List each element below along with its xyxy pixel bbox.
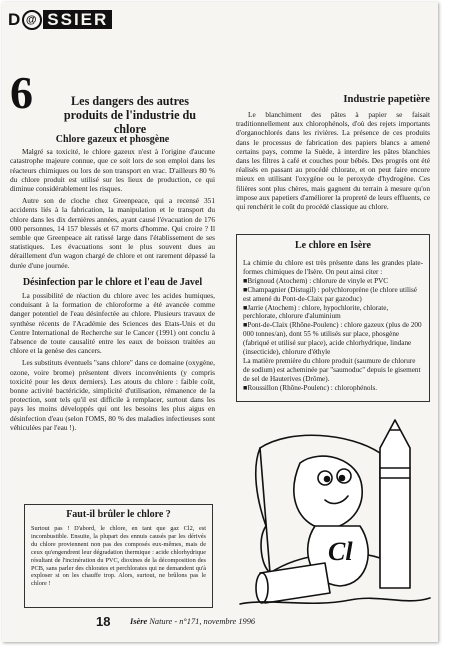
bullet-square-icon: ■ xyxy=(243,383,248,392)
paragraph: La possibilité de réaction du chlore avec les acides humiques, conduisant à la formation de chloroforme a été avancée comme danger potentiel de l'eau désinfectée au chlore. Plusieurs travaux de synthèse récents de l'Académie des Sciences des Etats-Unis et du Centre International de Recherche sur le Cancer (1991) ont conclu à l'absence de toute causalité entre les eaux de boisson traitées au chlore et la genèse des cancers. xyxy=(10,291,215,356)
magazine-page xyxy=(2,2,438,642)
box-isere-intro: La chimie du chlore est très présente dans les grandes plate-formes chimiques de l'Isère. On peut ainsi citer : xyxy=(243,259,423,276)
cartoon-cl-label: Cl xyxy=(328,537,353,566)
magazine-name: Isère xyxy=(130,617,148,626)
list-item: ■Roussillon (Rhône-Poulenc) : chlorophénols. xyxy=(243,383,378,392)
masthead-dossier xyxy=(8,10,112,30)
masthead-letter-d: D xyxy=(8,10,23,29)
list-item: ■Jarrie (Atochem) : chlore, hypochlorite, chlorate, perchlorate, chlorure d'aluminium xyxy=(243,303,389,321)
paragraph: Autre son de cloche chez Greenpeace, qui a recensé 351 accidents liés à la fabrication, la manipulation et le transport du chlore dans les dix dernières années, ayant causé l'évacuation de 176 000 personnes, 14 157 blessés et 67 morts d'homme. Qui croire ? Il semble que Greenpeace ait ratissé large dans l'établissement de ses statistiques. Les évacuations sont le plus souvent dues au déraillement d'un wagon chargé de chlore et ont rarement dépassé la durée d'une journée. xyxy=(10,196,215,270)
list-item: ■Champagnier (Distugil) : polychloroprène (le chlore utilisé est amené du Pont-de-Claix par gazoduc) xyxy=(243,285,418,303)
heading-industrie-papetiere: Industrie papetière xyxy=(343,94,430,105)
heading-desinfection: Désinfection par le chlore et l'eau de Javel xyxy=(22,276,203,288)
list-item: ■Pont-de-Claix (Rhône-Poulenc) : chlore gazeux (plus de 200 000 tonnes/an), dont 55 % utilisés sur place, phosgène (fabriqué et utilisé sur place), acide chlorhydrique, lindane (insecticide), chlorure d'éthyle xyxy=(243,321,422,357)
creature-head xyxy=(294,456,362,529)
paragraph: Les substituts éventuels "sans chlore" dans ce domaine (oxygène, ozone, voire brome) présentent divers inconvénients (y compris toxicité pour les deux derniers). Les atouts du chlore : faible coût, bonne activité bactéricide, simplicité d'utilisation, rémanence de la protection, sont tels qu'il est difficile à remplacer, surtout dans les pays les moins développés qui ont les besoins les plus aigus en désinfection d'eau (selon l'OMS, 80 % des maladies infectieuses sont véhiculées par l'eau !). xyxy=(10,358,215,432)
bullet-square-icon: ■ xyxy=(243,285,248,294)
bullet-square-icon: ■ xyxy=(243,276,248,285)
isere-site-list xyxy=(243,277,423,393)
left-column xyxy=(10,135,215,432)
masthead-at-circle: @ xyxy=(22,10,42,30)
cartoon-illustration xyxy=(230,408,436,614)
heading-chlore-gazeux: Chlore gazeux et phosgène xyxy=(55,134,170,145)
bullet-square-icon: ■ xyxy=(243,303,248,312)
section-number: 6 xyxy=(10,67,33,118)
masthead-rest: SSIER xyxy=(43,10,112,29)
list-item: La matière première du chlore produit (saumure de chlorure de sodium) est acheminée par "saumoduc" depuis le gisement de sel de Hauterives (Drôme). xyxy=(243,356,421,383)
box-bruler-text: Surtout pas ! D'abord, le chlore, en tant que gaz Cl2, est incombustible. Ensuite, la plupart des ennuis causés par les dérivés du chlore proviennent non pas des composés eux-mêmes, mais de ceux qu'engendrent leur dégradation thermique : acide chlorhydrique résultant de l'incinération du PVC, dioxines de la décomposition des PCB, sans parler des chlorates et perchlorates qui ne demandent qu'à exploser si on les chauffe trop. Alors, surtout, ne brûlons pas le chlore ! xyxy=(31,525,206,588)
paragraph: Malgré sa toxicité, le chlore gazeux n'est à l'origine d'aucune catastrophe majeure connue, que ce soit lors de son emploi dans les réacteurs chimiques ou lors de son transport en vrac. D'ailleurs 80 % du chlore produit est utilisé sur les lieux de production, ce qui diminue considérablement les risques. xyxy=(10,147,215,194)
magazine-credit xyxy=(130,617,255,626)
magazine-issue: Nature - n°171, novembre 1996 xyxy=(149,617,256,626)
paragraph: Le blanchiment des pâtes à papier se faisait traditionnellement aux chlorophénols, d'où des rejets importants d'organochlorés dans les rivières. La présence de ces produits dans le processus de fabrication des papiers blancs a amené certains pays, comme la Suède, à interdire les pâtes blanchies dans les filtres à café et couches pour bébés. Des progrès ont été réalisés en passant au procédé chlorate, et on peut faire encore mieux en utilisant l'oxygène ou le peroxyde d'hydrogène. Ces filières sont plus chères, mais gagnent du terrain à mesure qu'on impose aux papetiers d'améliorer la propreté de leurs effluents, ce qui renchérit le coût du procédé classique au chlore. xyxy=(236,110,430,212)
bullet-square-icon: ■ xyxy=(243,321,248,330)
right-column xyxy=(236,110,430,211)
box-bruler-chlore xyxy=(24,504,213,608)
box-bruler-title: Faut-il brûler le chlore ? xyxy=(66,509,171,520)
article-title: Les dangers des autres produits de l'industrie du chlore xyxy=(63,94,197,136)
pencil xyxy=(380,420,410,588)
list-item: ■Brignoud (Atochem) : chlorure de vinyle et PVC xyxy=(243,276,389,285)
box-isere-title: Le chlore en Isère xyxy=(294,240,371,251)
box-chlore-isere xyxy=(236,234,430,402)
page-number: 18 xyxy=(96,614,111,629)
